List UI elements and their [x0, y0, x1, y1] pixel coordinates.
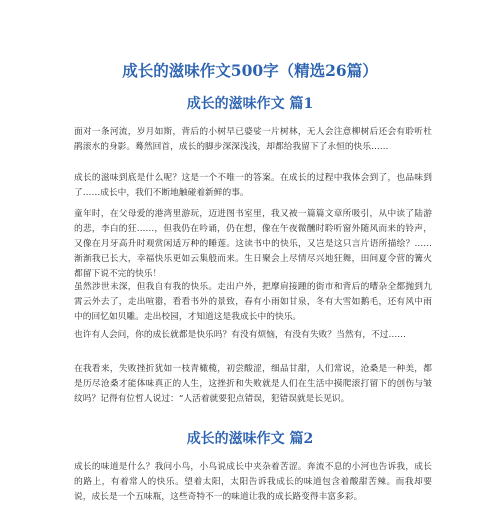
paragraph: 面对一条河流，岁月如斯，背后的小树早已婆娑一片树林，无人会注意柳树后还会有聆听杜鹃滚水的身影。蓦然回首，成长的脚步深深浅浅，却都给我留下了永恒的快乐……: [74, 127, 432, 152]
paragraph: 成长的滋味到底是什么呢？这是一个不唯一的答案。在成长的过程中我体会到了，也品味到了……成长中，我们不断地触碰着新鲜的事。: [74, 173, 432, 198]
section-heading-2: 成长的滋味作文 篇2: [186, 431, 314, 447]
paragraph: 也许有人会问，你的成长就都是快乐吗？有没有烦恼，有没有失败？当然有，不过……: [74, 330, 407, 340]
paragraph: 童年时，在父母爱的港湾里游玩，迈进图书室里，我又被一篇篇文章所吸引，从中读了陆游的悲，李白的狂……，但我仍在吟诵，仍在想，像在午夜微醺时聆听窗外随风而来的铃声，又像在月牙高升时观赏闲适万种的睡莲。这读书中的快乐，又岂是这只言片语所描绘？……渐渐我已长大，幸福快乐更如云集般而来。生日聚会上尽情尽兴地狂舞，田间夏令营的篝火都留下说不完的快乐！: [74, 209, 432, 279]
section-heading-1: 成长的滋味作文 篇1: [186, 96, 314, 112]
paragraph: 成长的味道是什么？我问小鸟，小鸟说成长中夹杂着苦涩。奔流不息的小河也告诉我，成长的路上，有着常人的快乐。望着太阳，太阳告诉我成长的味道包含着酸甜苦辣。而我却要说，成长是一个五味瓶，这些奇特不一的味道让我的成长路变得丰富多彩。: [74, 462, 432, 502]
paragraph: 虽然涉世未深，但我自有我的快乐。走出户外，把摩肩接踵的街市和背后的嘈杂全都抛到九霄云外去了，走出喧嚣，看看书外的景致，春有小雨如甘泉，冬有大雪如鹅毛，还有风中雨中的回忆如贝雕。走出校园，才知道这是我成长中的快乐。: [74, 282, 432, 322]
paragraph: 在我看来，失败挫折犹如一枝青橄榄，初尝酸涩，细品甘甜，人们常说，沧桑是一种美，都是历尽沧桑才能体味真正的人生，这挫折和失败就是人们在生活中摸爬滚打留下的创伤与皱纹吗？记得有位哲人说过：“人活着就要犯点错误，犯错误就是长见识。: [74, 364, 432, 404]
page-title: 成长的滋味作文500字（精选26篇）: [122, 61, 378, 80]
